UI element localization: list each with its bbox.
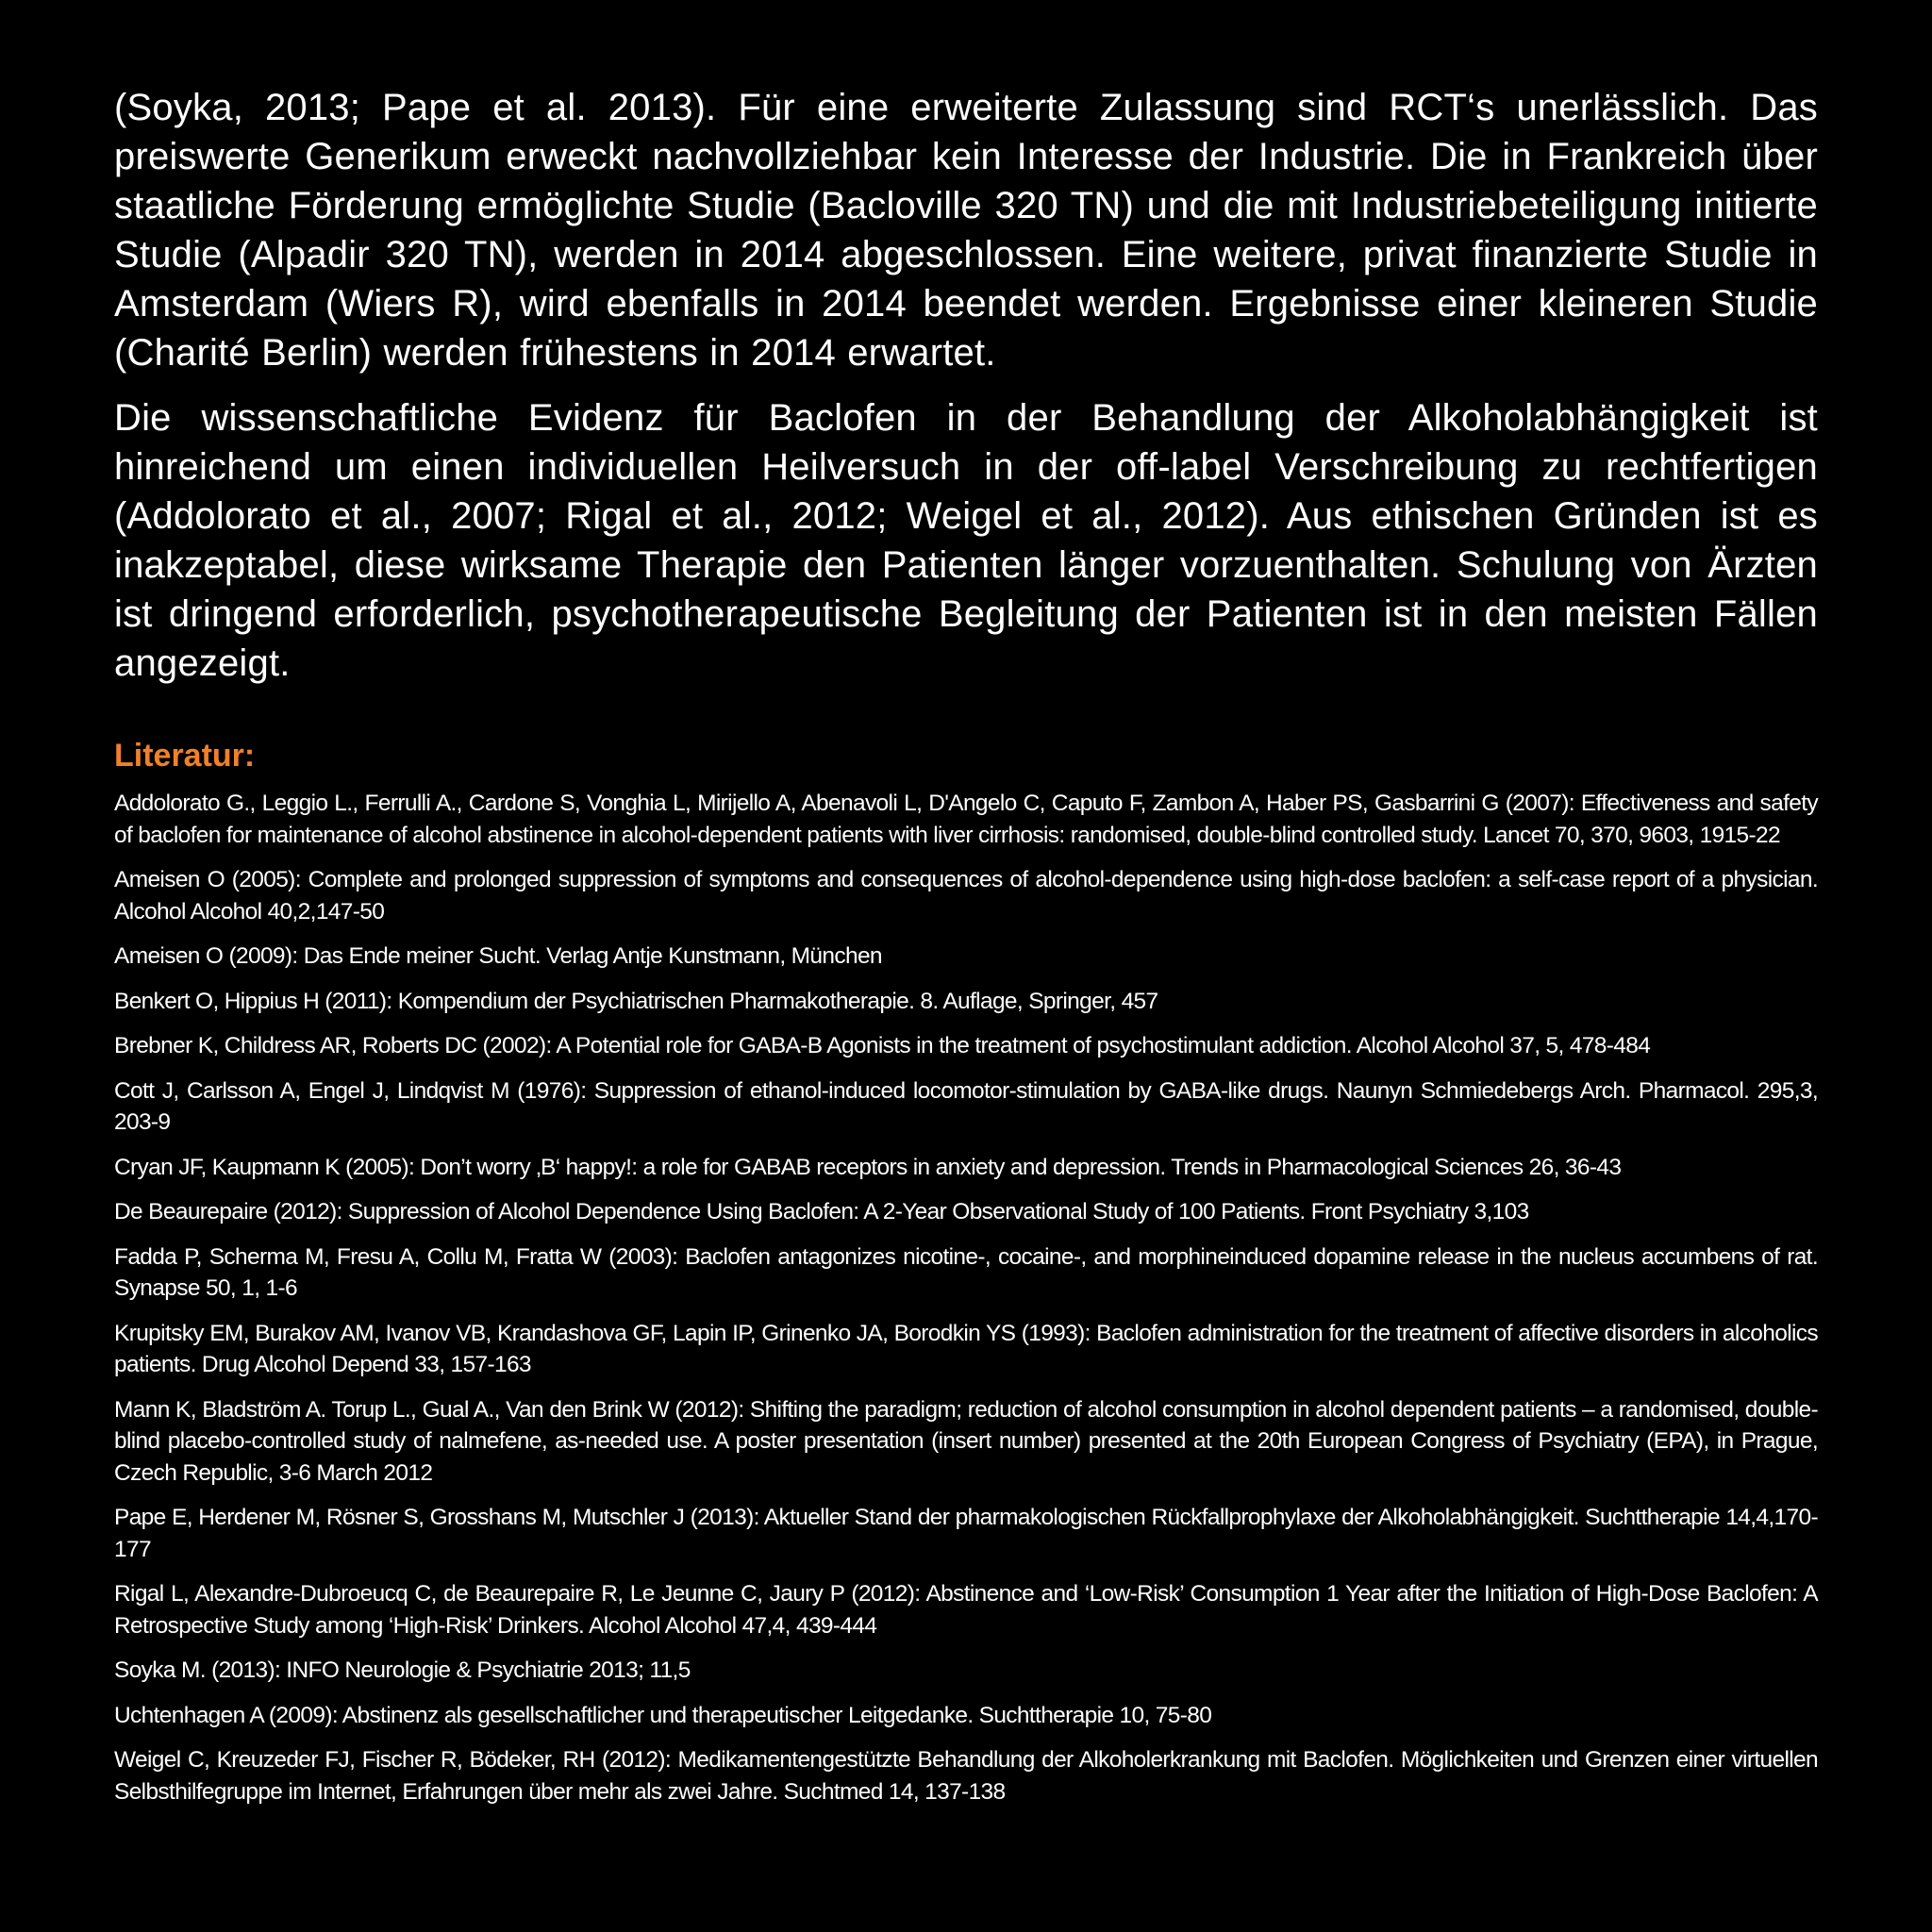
reference-item: Fadda P, Scherma M, Fresu A, Collu M, Fratta W (2003): Baclofen antagonizes nicotine-, cocaine-, and morphineinduced dopamine release in the nucleus accumbens of rat. Synapse 50, 1, 1-6: [114, 1243, 1818, 1301]
reference-item: Cott J, Carlsson A, Engel J, Lindqvist M (1976): Suppression of ethanol-induced locomotor-stimulation by GABA-like drugs. Naunyn Schmiedebergs Arch. Pharmacol. 295,3, 203-9: [114, 1077, 1818, 1135]
reference-item: Ameisen O (2009): Das Ende meiner Sucht. Verlag Antje Kunstmann, München: [114, 943, 882, 969]
body-paragraph-1: (Soyka, 2013; Pape et al. 2013). Für eine erweiterte Zulassung sind RCT‘s unerlässlich. Das preiswerte Generikum erweckt nachvollziehbar kein Interesse der Industrie. Die in Frankreich über staatliche Förderung ermöglichte Studie (Bacloville 320 TN) und die mit Industriebeteiligung initierte Studie (Alpadir 320 TN), werden in 2014 abgeschlossen. Eine weitere, privat finanzierte Studie in Amsterdam (Wiers R), wird ebenfalls in 2014 beendet werden. Ergebnisse einer kleineren Studie (Charité Berlin) werden frühestens in 2014 erwartet.: [114, 87, 1818, 374]
reference-item: Rigal L, Alexandre-Dubroeucq C, de Beaurepaire R, Le Jeunne C, Jaury P (2012): Abstinence and ‘Low-Risk’ Consumption 1 Year after the Initiation of High-Dose Baclofen: A Retrospective Study among ‘High-Risk’ Drinkers. Alcohol Alcohol 47,4, 439-444: [114, 1581, 1818, 1639]
reference-item: Soyka M. (2013): INFO Neurologie & Psychiatrie 2013; 11,5: [114, 1657, 691, 1683]
reference-item: Mann K, Bladström A. Torup L., Gual A., Van den Brink W (2012): Shifting the paradigm; reduction of alcohol consumption in alcohol dependent patients – a randomised, double-blind placebo-controlled study of nalmefene, as-needed use. A poster presentation (insert number) presented at the 20th European Congress of Psychiatry (EPA), in Prague, Czech Republic, 3-6 March 2012: [114, 1396, 1818, 1486]
reference-item: Uchtenhagen A (2009): Abstinenz als gesellschaftlicher und therapeutischer Leitgedanke. Suchttherapie 10, 75-80: [114, 1702, 1212, 1728]
reference-item: Pape E, Herdener M, Rösner S, Grosshans M, Mutschler J (2013): Aktueller Stand der pharmakologischen Rückfallprophylaxe der Alkoholabhängigkeit. Suchttherapie 14,4,170-177: [114, 1505, 1818, 1562]
reference-item: Ameisen O (2005): Complete and prolonged suppression of symptoms and consequences of alcohol-dependence using high-dose baclofen: a self-case report of a physician. Alcohol Alcohol 40,2,147-50: [114, 867, 1818, 924]
literature-heading: Literatur:: [114, 738, 256, 774]
reference-list: [114, 788, 1818, 1807]
reference-item: Weigel C, Kreuzeder FJ, Fischer R, Bödeker, RH (2012): Medikamentengestützte Behandlung der Alkoholerkrankung mit Baclofen. Möglichkeiten und Grenzen einer virtuellen Selbsthilfegruppe im Internet, Erfahrungen über mehr als zwei Jahre. Suchtmed 14, 137-138: [114, 1747, 1818, 1805]
body-paragraph-2: Die wissenschaftliche Evidenz für Baclofen in der Behandlung der Alkoholabhängigkeit ist hinreichend um einen individuellen Heilversuch in der off-label Verschreibung zu rechtfertigen (Addolorato et al., 2007; Rigal et al., 2012; Weigel et al., 2012). Aus ethischen Gründen ist es inakzeptabel, diese wirksame Therapie den Patienten länger vorzuenthalten. Schulung von Ärzten ist dringend erforderlich, psychotherapeutische Begleitung der Patienten ist in den meisten Fällen angezeigt.: [114, 397, 1818, 684]
document-page: [114, 83, 1818, 1821]
reference-item: Benkert O, Hippius H (2011): Kompendium der Psychiatrischen Pharmakotherapie. 8. Auflage, Springer, 457: [114, 988, 1158, 1014]
reference-item: De Beaurepaire (2012): Suppression of Alcohol Dependence Using Baclofen: A 2-Year Observational Study of 100 Patients. Front Psychiatry 3,103: [114, 1199, 1529, 1224]
reference-item: Addolorato G., Leggio L., Ferrulli A., Cardone S, Vonghia L, Mirijello A, Abenavoli L, D'Angelo C, Caputo F, Zambon A, Haber PS, Gasbarrini G (2007): Effectiveness and safety of baclofen for maintenance of alcohol abstinence in alcohol-dependent patients with liver cirrhosis: randomised, double-blind controlled study. Lancet 70, 370, 9603, 1915-22: [114, 791, 1818, 848]
reference-item: Krupitsky EM, Burakov AM, Ivanov VB, Krandashova GF, Lapin IP, Grinenko JA, Borodkin YS (1993): Baclofen administration for the treatment of affective disorders in alcoholics patients. Drug Alcohol Depend 33, 157-163: [114, 1320, 1818, 1377]
reference-item: Cryan JF, Kaupmann K (2005): Don’t worry ‚B‘ happy!: a role for GABAB receptors in anxiety and depression. Trends in Pharmacological Sciences 26, 36-43: [114, 1154, 1622, 1180]
reference-item: Brebner K, Childress AR, Roberts DC (2002): A Potential role for GABA-B Agonists in the treatment of psychostimulant addiction. Alcohol Alcohol 37, 5, 478-484: [114, 1033, 1651, 1058]
